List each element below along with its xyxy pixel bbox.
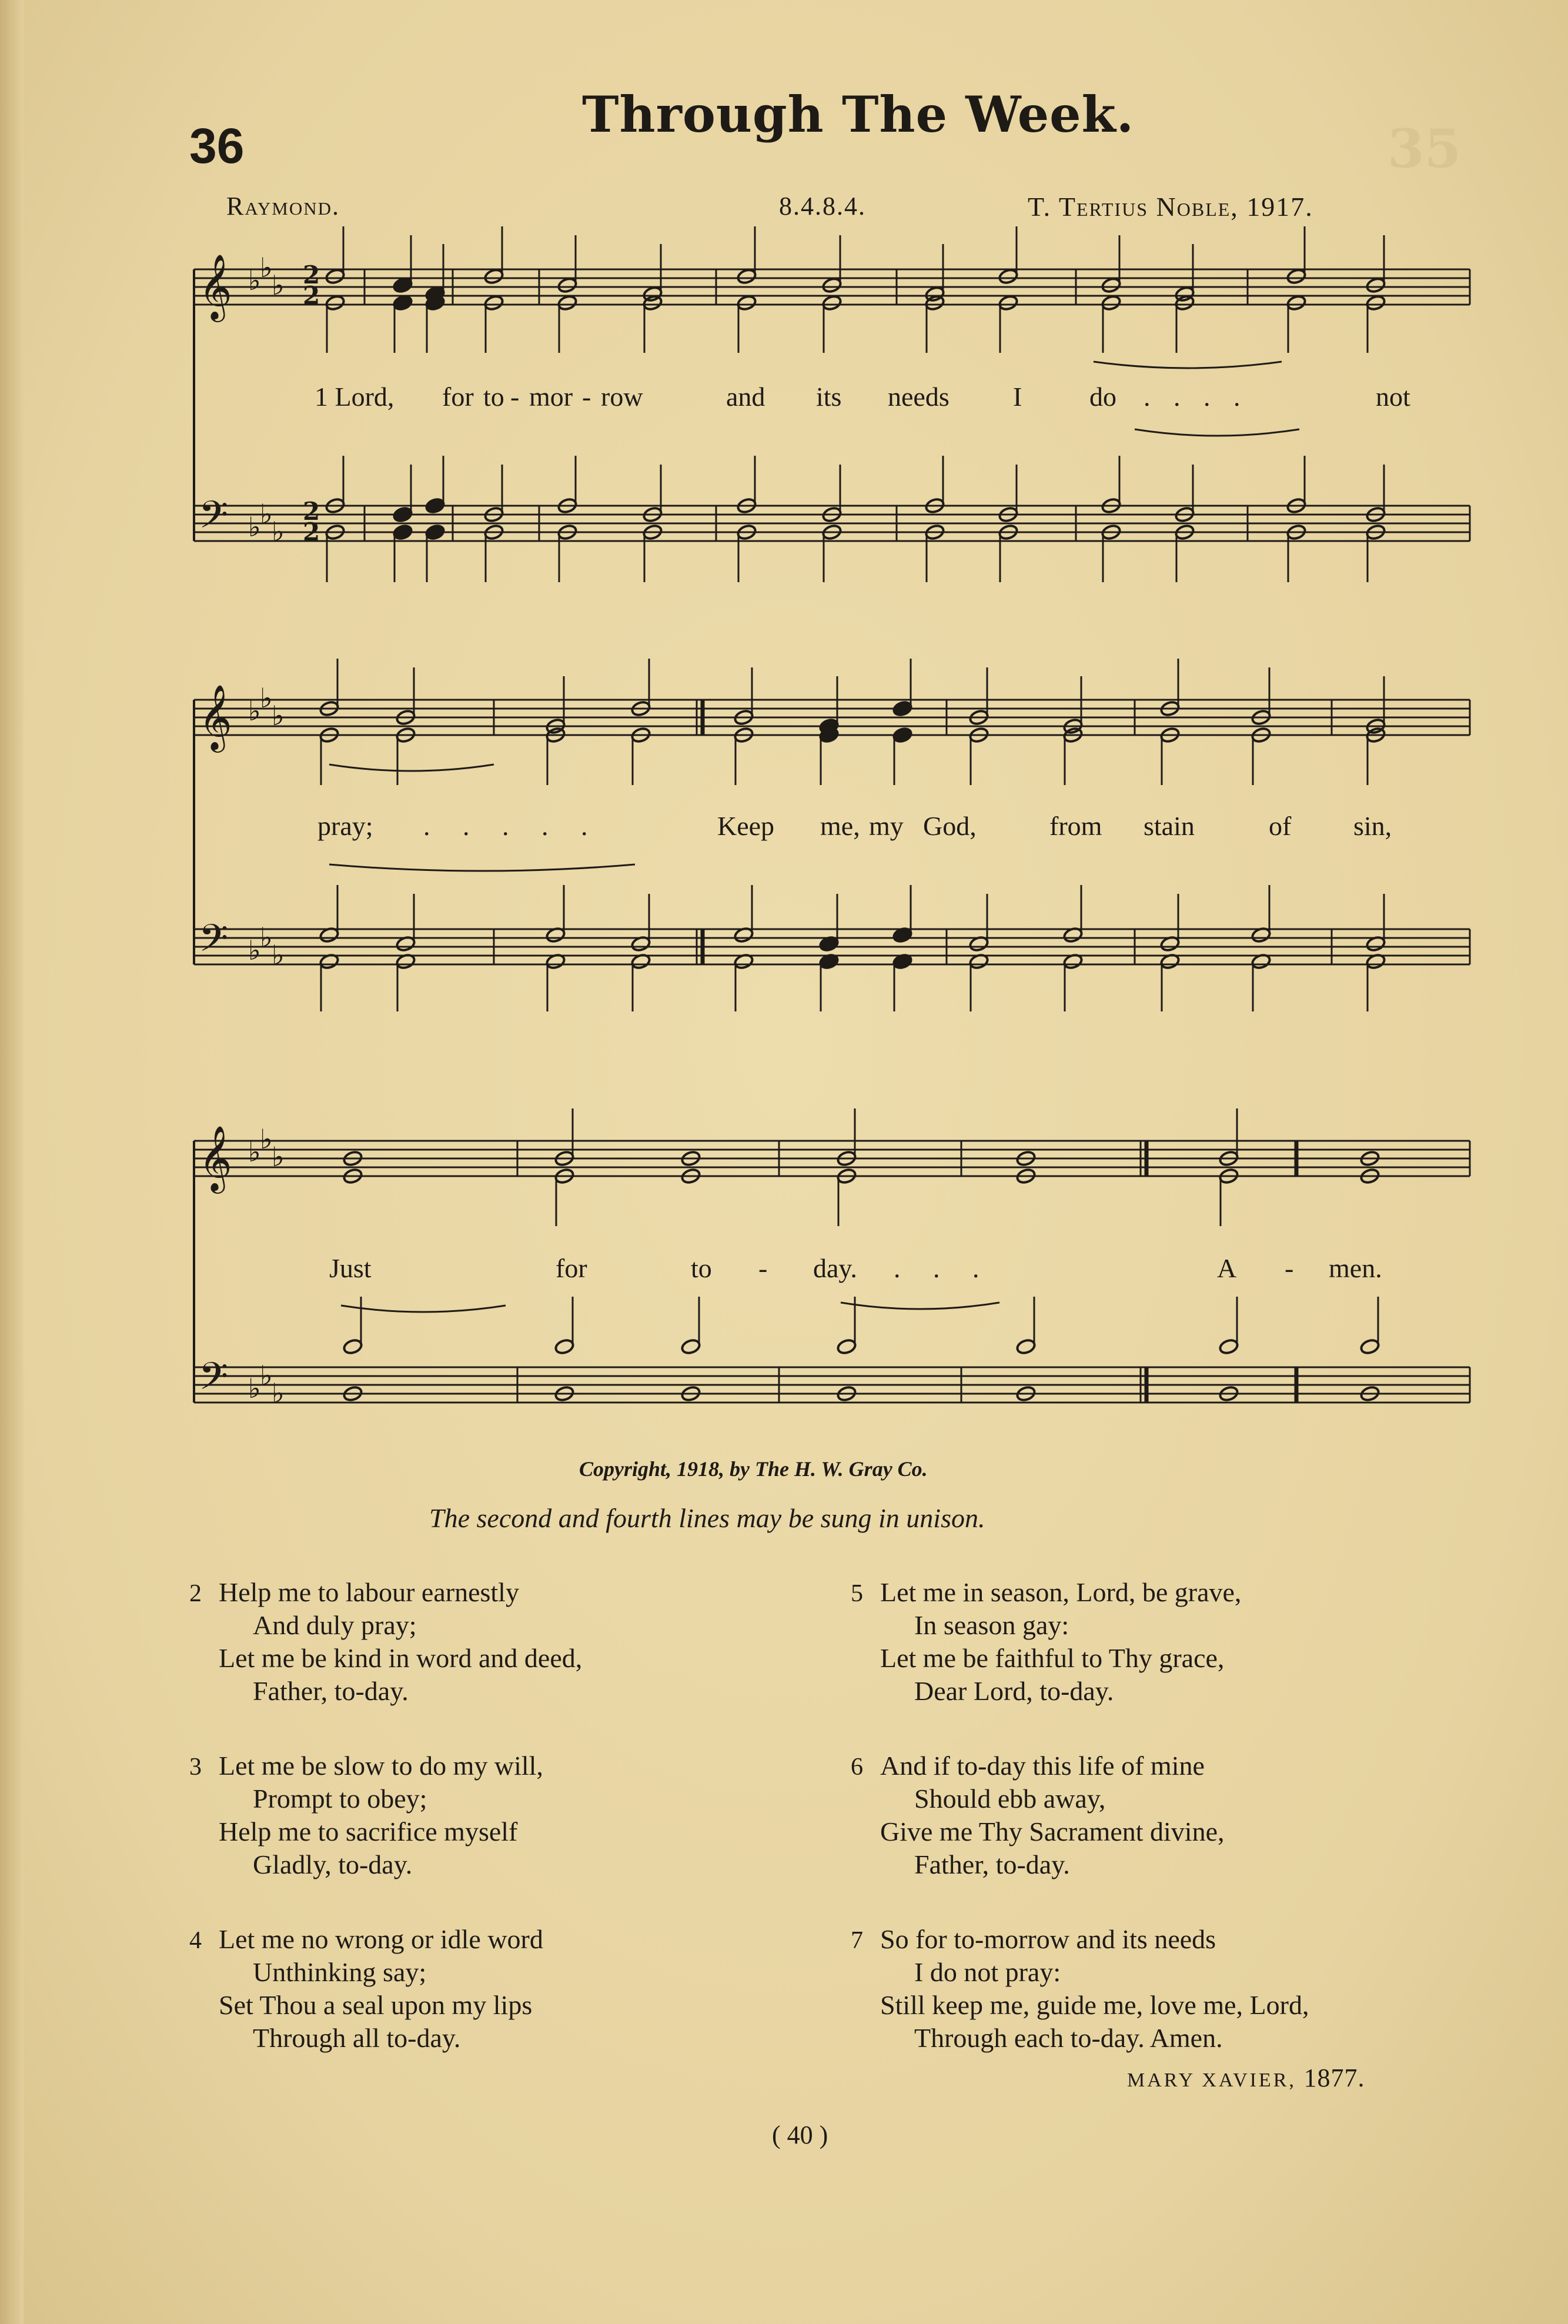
note-head	[1015, 1338, 1036, 1355]
lyric-syllable: 1 Lord,	[315, 382, 394, 412]
time-signature: 2	[303, 281, 320, 310]
note-head	[680, 1338, 701, 1355]
time-signature: 2	[303, 261, 320, 289]
verse-line: Father, to-day.	[914, 1849, 1070, 1879]
flat-icon: ♭	[272, 939, 285, 971]
lyric-syllable: I	[1013, 382, 1022, 412]
verse	[851, 1749, 1225, 1881]
verse-line: Through all to-day.	[253, 2023, 461, 2053]
hymn-number: 36	[189, 118, 245, 173]
flat-icon: ♭	[272, 700, 285, 732]
note-head	[1365, 294, 1386, 311]
lyric-syllable: -	[582, 382, 591, 412]
note-head	[392, 523, 413, 540]
lyric-syllable: do	[1089, 382, 1116, 412]
lyric-syllable: -	[1285, 1253, 1294, 1283]
verse	[189, 1749, 543, 1881]
lyric-syllable: Keep	[717, 811, 775, 841]
verse-line: Let me no wrong or idle word	[219, 1924, 543, 1954]
verse-number: 2	[189, 1580, 202, 1607]
lyric-syllable: . . .	[894, 1253, 992, 1283]
verse-number: 7	[851, 1927, 863, 1954]
verse-line: Let me be slow to do my will,	[219, 1751, 543, 1781]
lyric-syllable: men.	[1329, 1253, 1382, 1283]
verse-line: And duly pray;	[253, 1610, 417, 1640]
note-head	[392, 276, 413, 293]
note-head	[392, 294, 413, 311]
note-head	[836, 1338, 857, 1355]
tune-name: Raymond.	[226, 192, 340, 221]
lyric-syllable: my	[869, 811, 904, 841]
verse-number: 5	[851, 1580, 863, 1607]
note-head	[342, 1338, 363, 1355]
flat-icon: ♭	[272, 516, 285, 547]
verse-line: Through each to-day. Amen.	[914, 2023, 1223, 2053]
note-head	[483, 294, 504, 311]
lyric-syllable: and	[726, 382, 765, 412]
lyric-syllable: Just	[329, 1253, 372, 1283]
bass-clef-icon: 𝄢	[199, 1355, 229, 1408]
note-head	[892, 726, 912, 743]
note-head	[1101, 276, 1121, 293]
copyright-notice: Copyright, 1918, by The H. W. Gray Co.	[579, 1457, 928, 1481]
lyric-syllable: to	[691, 1253, 712, 1283]
note-head	[736, 268, 757, 285]
verse-line: Still keep me, guide me, love me, Lord,	[880, 1990, 1309, 2020]
flat-icon: ♭	[260, 498, 273, 530]
author-credit	[1127, 2063, 1365, 2093]
note-head	[1365, 276, 1386, 293]
slur	[341, 1305, 506, 1312]
lyric-syllable: its	[816, 382, 842, 412]
lyric-syllable: stain	[1144, 811, 1195, 841]
flat-icon: ♭	[248, 695, 261, 727]
flat-icon: ♭	[260, 921, 273, 953]
verse	[851, 1923, 1309, 2055]
lyric-syllable: to	[483, 382, 504, 412]
lyric-syllable: needs	[888, 382, 950, 412]
verse-line: I do not pray:	[914, 1957, 1061, 1987]
verse-line: Prompt to obey;	[253, 1784, 427, 1814]
flat-icon: ♭	[248, 511, 261, 543]
lyric-syllable: -	[758, 1253, 768, 1283]
lyric-syllable: me,	[820, 811, 860, 841]
lyric-syllable: of	[1269, 811, 1292, 841]
unison-note: The second and fourth lines may be sung in unison.	[429, 1503, 985, 1533]
author-year: 1877.	[1303, 2063, 1365, 2092]
verse-line: Let me be faithful to Thy grace,	[880, 1643, 1225, 1673]
flat-icon: ♭	[260, 682, 273, 714]
flat-icon: ♭	[272, 1141, 285, 1173]
lyric-syllable: day.	[813, 1253, 857, 1283]
verse	[189, 1923, 543, 2055]
verse-line: So for to-morrow and its needs	[880, 1924, 1216, 1954]
verse-line: Help me to sacrifice myself	[219, 1817, 518, 1846]
lyric-syllable: . . . . .	[423, 811, 601, 841]
note-head	[557, 294, 577, 311]
flat-icon: ♭	[248, 1136, 261, 1168]
slur	[1135, 429, 1299, 436]
verse	[189, 1576, 583, 1708]
flat-icon: ♭	[272, 1377, 285, 1409]
flat-icon: ♭	[248, 265, 261, 296]
note-head	[892, 700, 912, 717]
note-head	[554, 1338, 574, 1355]
slur	[1094, 362, 1282, 368]
verse	[851, 1576, 1242, 1708]
lyric-syllable: A	[1217, 1253, 1237, 1283]
verse-line: Should ebb away,	[914, 1784, 1106, 1814]
lyric-syllable: sin,	[1353, 811, 1392, 841]
note-head	[1286, 268, 1306, 285]
note-head	[483, 268, 504, 285]
note-head	[392, 506, 413, 523]
treble-clef-icon: 𝄞	[199, 684, 232, 750]
slur	[329, 864, 635, 871]
lyric-syllable: -	[510, 382, 520, 412]
verse-line: And if to-day this life of mine	[880, 1751, 1205, 1781]
author-name: MARY XAVIER,	[1127, 2069, 1296, 2091]
verse-line: Gladly, to-day.	[253, 1849, 413, 1879]
flat-icon: ♭	[260, 1360, 273, 1391]
lyric-syllable: God,	[923, 811, 977, 841]
note-head	[1218, 1338, 1239, 1355]
bass-clef-icon: 𝄢	[199, 917, 229, 970]
verse-line: Let me in season, Lord, be grave,	[880, 1577, 1242, 1607]
page-number: ( 40 )	[772, 2121, 828, 2149]
flat-icon: ♭	[260, 1123, 273, 1155]
treble-clef-icon: 𝄞	[199, 1125, 232, 1191]
note-head	[557, 276, 577, 293]
lyric-syllable: for	[556, 1253, 587, 1283]
lyric-syllable: not	[1376, 382, 1410, 412]
verse-line: Let me be kind in word and deed,	[219, 1643, 583, 1673]
time-signature: 2	[303, 517, 320, 546]
verse-line: Father, to-day.	[253, 1676, 409, 1706]
note-head	[424, 523, 445, 540]
meter: 8.4.8.4.	[779, 192, 866, 221]
verse-line: In season gay:	[914, 1610, 1069, 1640]
note-head	[998, 268, 1018, 285]
treble-clef-icon: 𝄞	[199, 253, 232, 319]
time-signature: 2	[303, 497, 320, 526]
lyric-syllable: mor	[529, 382, 573, 412]
hymn-title: Through The Week.	[582, 85, 1135, 143]
note-head	[998, 294, 1018, 311]
verse-number: 4	[189, 1927, 202, 1954]
lyric-syllable: . . . .	[1144, 382, 1249, 412]
slur	[329, 764, 494, 771]
verse-number: 3	[189, 1754, 202, 1781]
lyric-syllable: for	[442, 382, 474, 412]
note-head	[821, 276, 842, 293]
lyric-syllable: pray;	[317, 811, 373, 841]
flat-icon: ♭	[248, 1373, 261, 1404]
bleed-through-page-number: 35	[1388, 118, 1462, 180]
bass-clef-icon: 𝄢	[199, 493, 229, 546]
note-head	[424, 497, 445, 514]
lyric-syllable: row	[601, 382, 643, 412]
verse-number: 6	[851, 1754, 863, 1781]
flat-icon: ♭	[272, 269, 285, 301]
note-head	[325, 294, 345, 311]
slur	[841, 1303, 999, 1309]
note-head	[1101, 294, 1121, 311]
lyric-syllable: from	[1049, 811, 1102, 841]
verse-line: Help me to labour earnestly	[219, 1577, 519, 1607]
verse-line: Dear Lord, to-day.	[914, 1676, 1114, 1706]
verse-line: Unthinking say;	[253, 1957, 427, 1987]
verse-line: Give me Thy Sacrament divine,	[880, 1817, 1225, 1846]
verse-line: Set Thou a seal upon my lips	[219, 1990, 533, 2020]
note-head	[1359, 1338, 1380, 1355]
note-head	[325, 268, 345, 285]
flat-icon: ♭	[260, 252, 273, 283]
note-head	[821, 294, 842, 311]
composer: T. Tertius Noble, 1917.	[1028, 192, 1313, 222]
note-head	[736, 294, 757, 311]
note-head	[1286, 294, 1306, 311]
flat-icon: ♭	[248, 934, 261, 966]
